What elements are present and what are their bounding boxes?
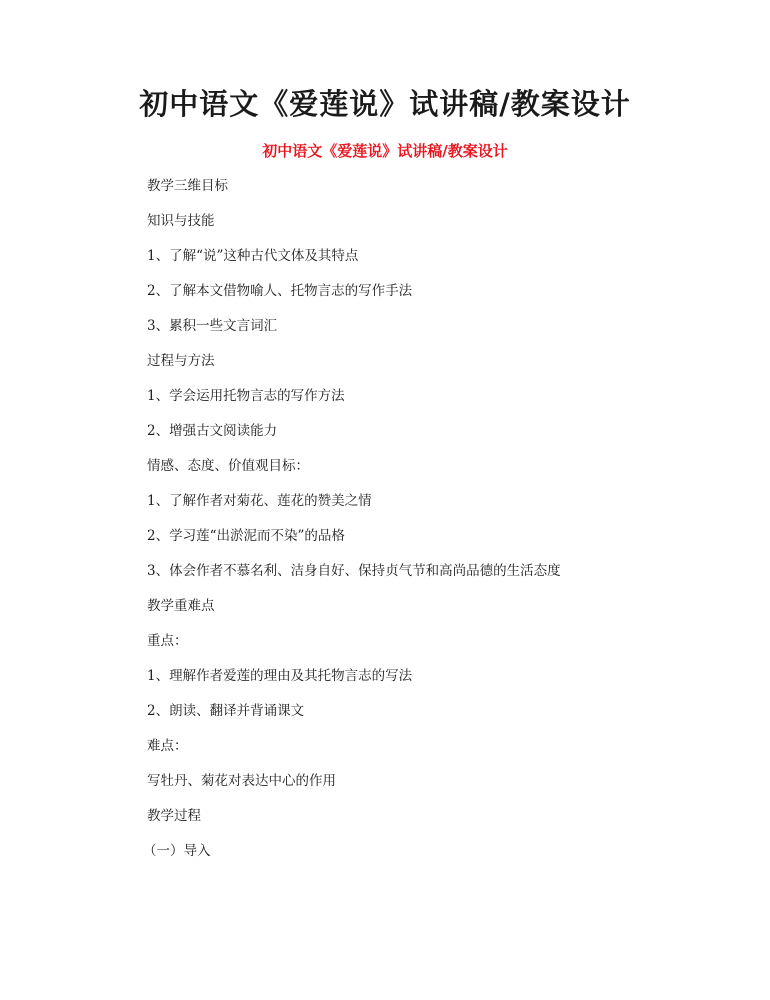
list-item: 1、了解“说”这种古代文体及其特点: [147, 248, 359, 264]
list-item: 2、朗读、翻译并背诵课文: [147, 703, 305, 719]
section-heading-objectives: 教学三维目标: [147, 178, 228, 194]
subheading-process-method: 过程与方法: [147, 353, 215, 369]
subheading-emotion-attitude: 情感、态度、价值观目标：: [147, 458, 309, 474]
section-heading-key-points: 教学重难点: [147, 598, 215, 614]
list-item: 2、学习莲“出淤泥而不染”的品格: [147, 528, 345, 544]
section-heading-process: 教学过程: [147, 808, 201, 824]
paragraph: 写牡丹、菊花对表达中心的作用: [147, 773, 336, 789]
list-item: 1、学会运用托物言志的写作方法: [147, 388, 345, 404]
document-body: [143, 176, 707, 876]
subheading-difficulty: 难点：: [147, 738, 188, 754]
document-title: 初中语文《爱莲说》试讲稿/教案设计: [139, 87, 631, 121]
list-item: 3、体会作者不慕名利、洁身自好、保持贞气节和高尚品德的生活态度: [147, 563, 561, 579]
list-item: 1、理解作者爱莲的理由及其托物言志的写法: [147, 668, 413, 684]
subheading-key-point: 重点：: [147, 633, 188, 649]
list-item: 3、累积一些文言词汇: [147, 318, 278, 334]
list-item: 2、了解本文借物喻人、托物言志的写作手法: [147, 283, 413, 299]
list-item: 2、增强古文阅读能力: [147, 423, 278, 439]
subheading-introduction: （一）导入: [143, 843, 211, 859]
document-subtitle: 初中语文《爱莲说》试讲稿/教案设计: [262, 142, 508, 160]
subheading-knowledge-skills: 知识与技能: [147, 213, 215, 229]
list-item: 1、了解作者对菊花、莲花的赞美之情: [147, 493, 372, 509]
